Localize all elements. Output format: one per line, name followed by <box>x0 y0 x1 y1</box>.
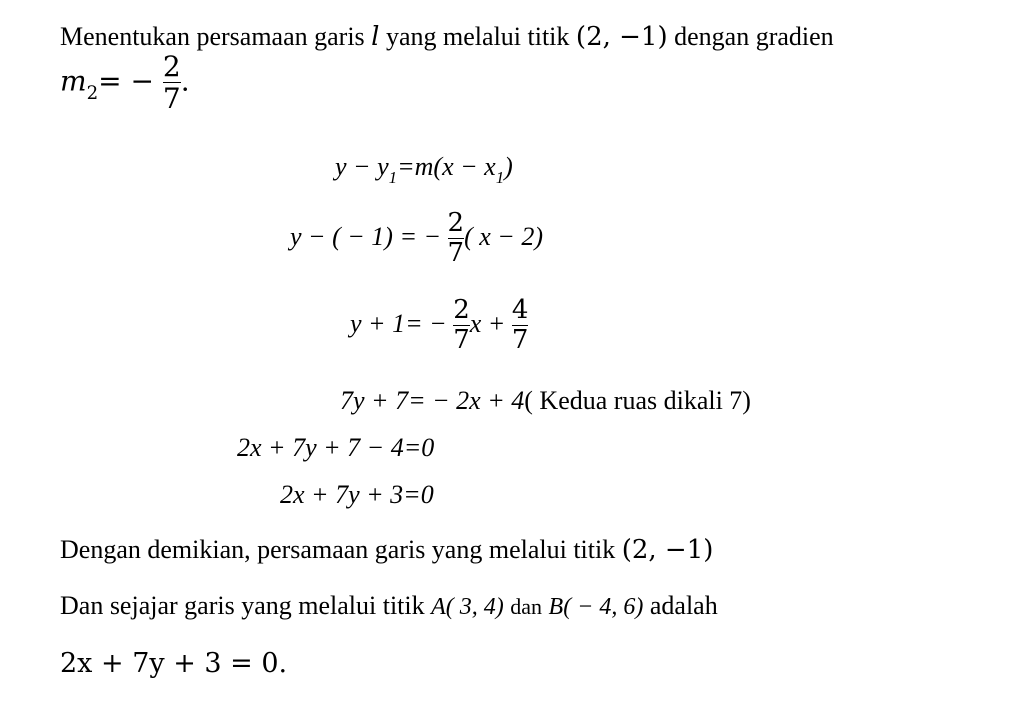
gradient-period: . <box>180 64 190 98</box>
eq1-lhs-sub: 1 <box>388 167 398 187</box>
eq1-rhs: x − x <box>442 152 496 181</box>
equation-rearranged <box>237 433 434 463</box>
conclusion-point-a: A( 3, 4) <box>431 594 504 620</box>
intro-line <box>60 22 834 52</box>
eq2-fraction <box>448 210 465 268</box>
eq3-fraction-2 <box>512 297 529 355</box>
intro-point: (2, −1) <box>575 22 668 52</box>
equation-substitution <box>290 210 543 268</box>
eq3-frac2-num: 4 <box>511 295 529 325</box>
eq2-rhs: ( x − 2) <box>464 221 543 251</box>
eq1-lhs: y − y <box>335 152 389 181</box>
eq5-expr: 2x + 7y + 7 − 4=0 <box>237 433 435 462</box>
eq2-frac-num: 2 <box>447 208 465 238</box>
equation-multiplied <box>340 386 751 416</box>
gradient-frac-num: 2 <box>162 50 181 83</box>
equation-final <box>280 480 434 510</box>
gradient-line <box>60 52 190 114</box>
conclusion-final-expr: 2x + 7y + 3 = 0. <box>60 648 288 679</box>
conclusion-point-b: B( − 4, 6) <box>548 594 644 620</box>
gradient-m: m <box>60 64 87 98</box>
conclusion-text-1: Dengan demikian, persamaan garis yang melalui titik <box>60 535 616 564</box>
eq4-expr: 7y + 7= − 2x + 4 <box>340 386 525 415</box>
eq2-lhs: y − ( − 1) = − <box>290 221 442 251</box>
eq6-expr: 2x + 7y + 3=0 <box>280 480 434 509</box>
conclusion-adalah: adalah <box>649 591 718 620</box>
intro-text: Menentukan persamaan garis <box>60 22 365 51</box>
intro-text2: yang melalui titik <box>386 22 570 51</box>
eq1-rhs-sub: 1 <box>495 167 505 187</box>
conclusion-line-1 <box>60 535 713 565</box>
conclusion-text-2: Dan sejajar garis yang melalui titik <box>60 591 425 620</box>
eq3-lhs: y + 1= − <box>350 308 447 338</box>
eq1-mid: =m( <box>397 152 443 181</box>
intro-text3: dengan gradien <box>674 22 834 51</box>
conclusion-line-2 <box>60 591 718 621</box>
conclusion-point: (2, −1) <box>621 535 714 565</box>
gradient-frac-den: 7 <box>162 82 181 116</box>
eq3-mid: x + <box>469 308 506 338</box>
gradient-equals-minus: = − <box>98 64 154 98</box>
conclusion-final-equation <box>60 648 287 679</box>
gradient-m-sub: 2 <box>86 82 99 104</box>
eq4-note: ( Kedua ruas dikali 7) <box>524 386 751 415</box>
eq2-frac-den: 7 <box>447 238 465 269</box>
equation-expanded <box>350 297 528 355</box>
eq3-frac1-num: 2 <box>453 295 470 325</box>
eq3-frac2-den: 7 <box>511 325 529 356</box>
eq1-close: ) <box>504 152 513 181</box>
eq3-frac1-den: 7 <box>453 325 470 356</box>
conclusion-dan: dan <box>510 594 543 619</box>
intro-var-l: l <box>371 22 380 52</box>
eq3-fraction-1 <box>453 297 470 355</box>
gradient-fraction <box>163 52 181 114</box>
equation-point-slope <box>335 152 513 187</box>
